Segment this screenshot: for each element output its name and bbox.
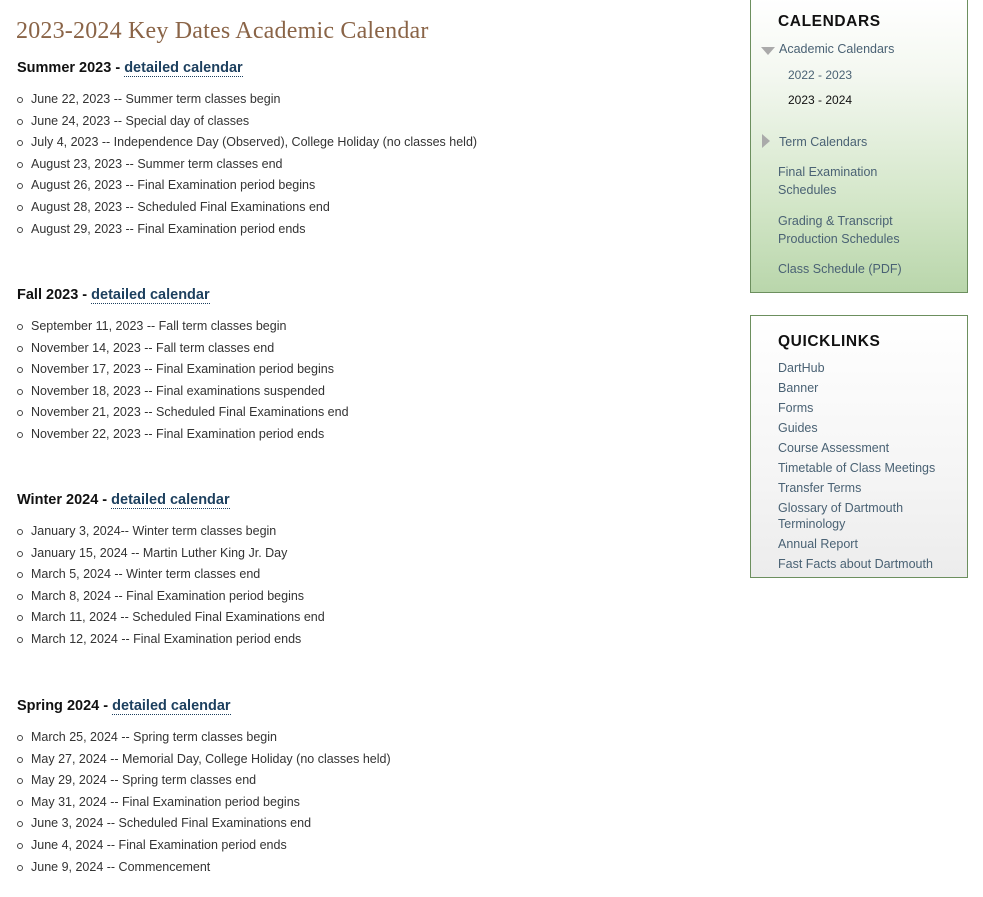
key-dates-list xyxy=(17,521,325,651)
list-item: November 14, 2023 -- Fall term classes end xyxy=(17,338,349,360)
quicklink-transfer-terms[interactable]: Transfer Terms xyxy=(778,481,862,495)
quicklink-timetable[interactable]: Timetable of Class Meetings xyxy=(778,461,936,475)
detailed-calendar-link[interactable]: detailed calendar xyxy=(112,698,231,714)
list-item: June 4, 2024 -- Final Examination period ends xyxy=(17,835,391,857)
quicklinks-title: QUICKLINKS xyxy=(778,333,881,350)
detailed-calendar-link[interactable]: detailed calendar xyxy=(91,287,210,303)
sidebar-item-final-exam-schedules[interactable]: Final Examination Schedules xyxy=(778,165,878,197)
calendars-title: CALENDARS xyxy=(778,13,881,30)
quicklink-fast-facts[interactable]: Fast Facts about Dartmouth xyxy=(778,557,933,571)
sidebar-item-2022-2023[interactable]: 2022 - 2023 xyxy=(788,68,853,82)
list-item: March 12, 2024 -- Final Examination period ends xyxy=(17,629,325,651)
list-item: January 3, 2024-- Winter term classes begin xyxy=(17,521,325,543)
caret-right-icon[interactable] xyxy=(762,134,770,148)
calendars-sidebar xyxy=(750,0,968,293)
list-item: May 31, 2024 -- Final Examination period begins xyxy=(17,792,391,814)
term-heading-text: Winter 2024 - xyxy=(17,492,112,508)
sidebar-item-academic-calendars[interactable]: Academic Calendars xyxy=(779,42,895,56)
term-heading-text: Fall 2023 - xyxy=(17,287,92,303)
quicklink-glossary[interactable]: Glossary of Dartmouth Terminology xyxy=(778,501,904,531)
sidebar-item-term-calendars[interactable]: Term Calendars xyxy=(779,135,868,149)
term-heading xyxy=(17,286,349,304)
sidebar-item-grading-transcript[interactable]: Grading & Transcript Production Schedules xyxy=(778,214,900,246)
list-item: November 22, 2023 -- Final Examination period ends xyxy=(17,424,349,446)
quicklink-annual-report[interactable]: Annual Report xyxy=(778,537,858,551)
list-item: January 15, 2024 -- Martin Luther King Jr. Day xyxy=(17,543,325,565)
term-summer-2023 xyxy=(17,59,477,240)
list-item: March 5, 2024 -- Winter term classes end xyxy=(17,564,325,586)
list-item: June 3, 2024 -- Scheduled Final Examinations end xyxy=(17,813,391,835)
list-item: August 23, 2023 -- Summer term classes end xyxy=(17,154,477,176)
list-item: March 11, 2024 -- Scheduled Final Examinations end xyxy=(17,607,325,629)
main-content xyxy=(16,0,726,874)
term-heading xyxy=(17,59,477,77)
key-dates-list xyxy=(17,316,349,446)
list-item: November 21, 2023 -- Scheduled Final Examinations end xyxy=(17,402,349,424)
list-item: November 18, 2023 -- Final examinations suspended xyxy=(17,381,349,403)
list-item: August 29, 2023 -- Final Examination period ends xyxy=(17,219,477,241)
key-dates-list xyxy=(17,727,391,878)
term-winter-2024 xyxy=(17,491,325,651)
term-heading-text: Summer 2023 - xyxy=(17,60,125,76)
quicklink-course-assessment[interactable]: Course Assessment xyxy=(778,441,890,455)
sidebar-item-class-schedule[interactable]: Class Schedule (PDF) xyxy=(778,262,902,276)
page-title: 2023-2024 Key Dates Academic Calendar xyxy=(16,18,429,44)
list-item: March 25, 2024 -- Spring term classes begin xyxy=(17,727,391,749)
list-item: May 27, 2024 -- Memorial Day, College Holiday (no classes held) xyxy=(17,749,391,771)
term-fall-2023 xyxy=(17,286,349,446)
quicklinks-sidebar xyxy=(750,315,968,578)
list-item: June 22, 2023 -- Summer term classes begin xyxy=(17,89,477,111)
term-heading xyxy=(17,697,391,715)
quicklink-darthub[interactable]: DartHub xyxy=(778,361,825,375)
detailed-calendar-link[interactable]: detailed calendar xyxy=(111,492,230,508)
list-item: November 17, 2023 -- Final Examination period begins xyxy=(17,359,349,381)
list-item: September 11, 2023 -- Fall term classes begin xyxy=(17,316,349,338)
term-spring-2024 xyxy=(17,697,391,878)
list-item: June 24, 2023 -- Special day of classes xyxy=(17,111,477,133)
quicklinks-list xyxy=(778,360,958,576)
list-item: August 28, 2023 -- Scheduled Final Examinations end xyxy=(17,197,477,219)
quicklink-banner[interactable]: Banner xyxy=(778,381,819,395)
list-item: March 8, 2024 -- Final Examination period begins xyxy=(17,586,325,608)
list-item: July 4, 2023 -- Independence Day (Observed), College Holiday (no classes held) xyxy=(17,132,477,154)
list-item: May 29, 2024 -- Spring term classes end xyxy=(17,770,391,792)
quicklink-forms[interactable]: Forms xyxy=(778,401,814,415)
detailed-calendar-link[interactable]: detailed calendar xyxy=(124,60,243,76)
caret-down-icon[interactable] xyxy=(761,47,775,55)
quicklink-guides[interactable]: Guides xyxy=(778,421,818,435)
list-item: August 26, 2023 -- Final Examination period begins xyxy=(17,175,477,197)
sidebar-item-2023-2024[interactable]: 2023 - 2024 xyxy=(788,93,853,107)
key-dates-list xyxy=(17,89,477,240)
term-heading-text: Spring 2024 - xyxy=(17,698,113,714)
list-item: June 9, 2024 -- Commencement xyxy=(17,857,391,879)
term-heading xyxy=(17,491,325,509)
